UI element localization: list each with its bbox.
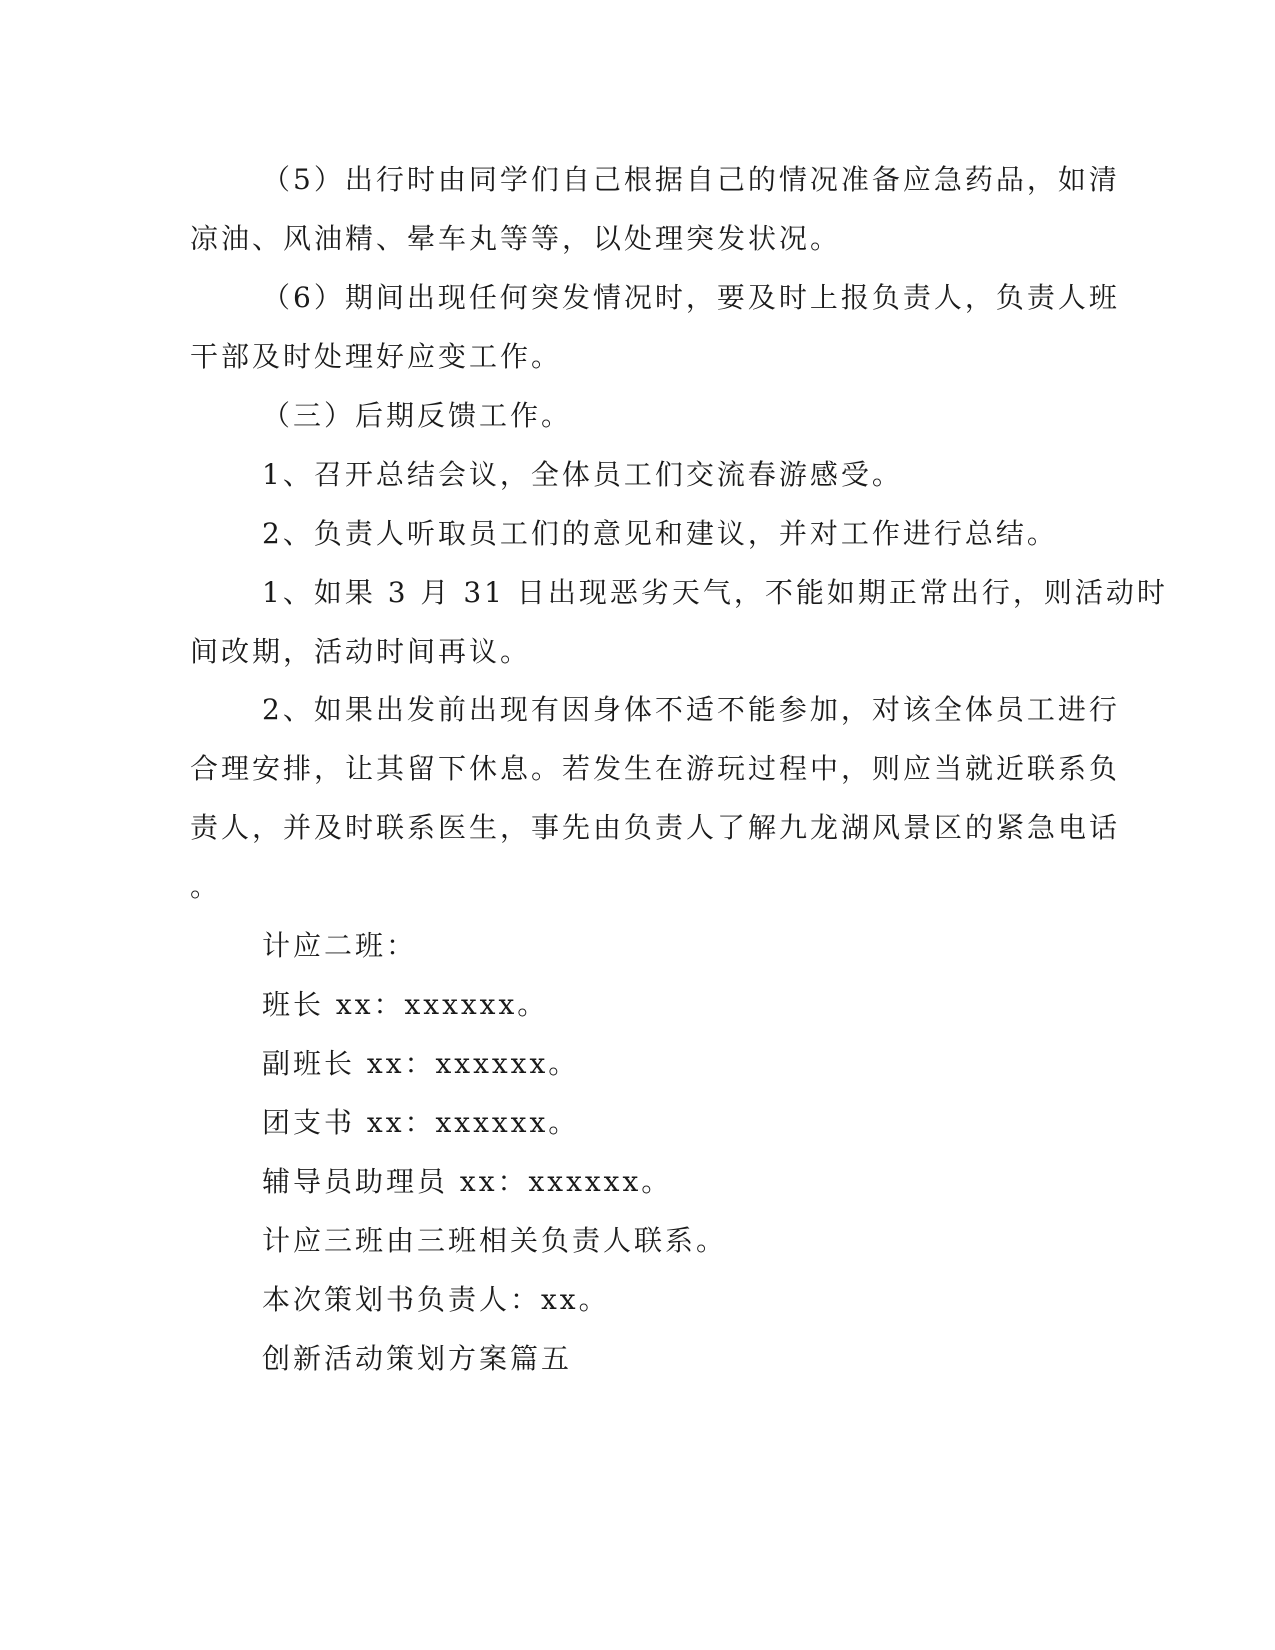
contingency-item-2-line-4: 。 [190, 870, 222, 903]
contingency-item-2-line-3: 责人，并及时联系医生，事先由负责人了解九龙湖风景区的紧急电话 [190, 811, 1121, 844]
section-heading-feedback: （三）后期反馈工作。 [262, 399, 573, 432]
paragraph-6-line-2: 干部及时处理好应变工作。 [190, 340, 563, 373]
contact-vice-monitor: 副班长 xx：xxxxxx。 [262, 1047, 580, 1080]
feedback-item-1: 1、召开总结会议，全体员工们交流春游感受。 [262, 458, 903, 491]
contingency-item-2-line-1: 2、如果出发前出现有因身体不适不能参加，对该全体员工进行 [262, 693, 1120, 726]
contingency-item-1-line-1: 1、如果 3 月 31 日出现恶劣天气，不能如期正常出行，则活动时 [262, 576, 1168, 609]
next-section-title: 创新活动策划方案篇五 [262, 1342, 573, 1375]
contact-class-three: 计应三班由三班相关负责人联系。 [262, 1224, 728, 1257]
paragraph-6-line-1: （6）期间出现任何突发情况时，要及时上报负责人，负责人班 [262, 281, 1120, 314]
paragraph-5-line-1: （5）出行时由同学们自己根据自己的情况准备应急药品，如清 [262, 163, 1120, 196]
plan-owner: 本次策划书负责人：xx。 [262, 1283, 610, 1316]
contact-monitor: 班长 xx：xxxxxx。 [262, 988, 549, 1021]
feedback-item-2: 2、负责人听取员工们的意见和建议，并对工作进行总结。 [262, 517, 1058, 550]
contact-league-secretary: 团支书 xx：xxxxxx。 [262, 1106, 580, 1139]
contact-counselor-assistant: 辅导员助理员 xx：xxxxxx。 [262, 1165, 673, 1198]
paragraph-5-line-2: 凉油、风油精、晕车丸等等，以处理突发状况。 [190, 222, 842, 255]
contingency-item-1-line-2: 间改期，活动时间再议。 [190, 635, 532, 668]
contact-heading: 计应二班： [262, 929, 418, 962]
contingency-item-2-line-2: 合理安排，让其留下休息。若发生在游玩过程中，则应当就近联系负 [190, 752, 1121, 785]
